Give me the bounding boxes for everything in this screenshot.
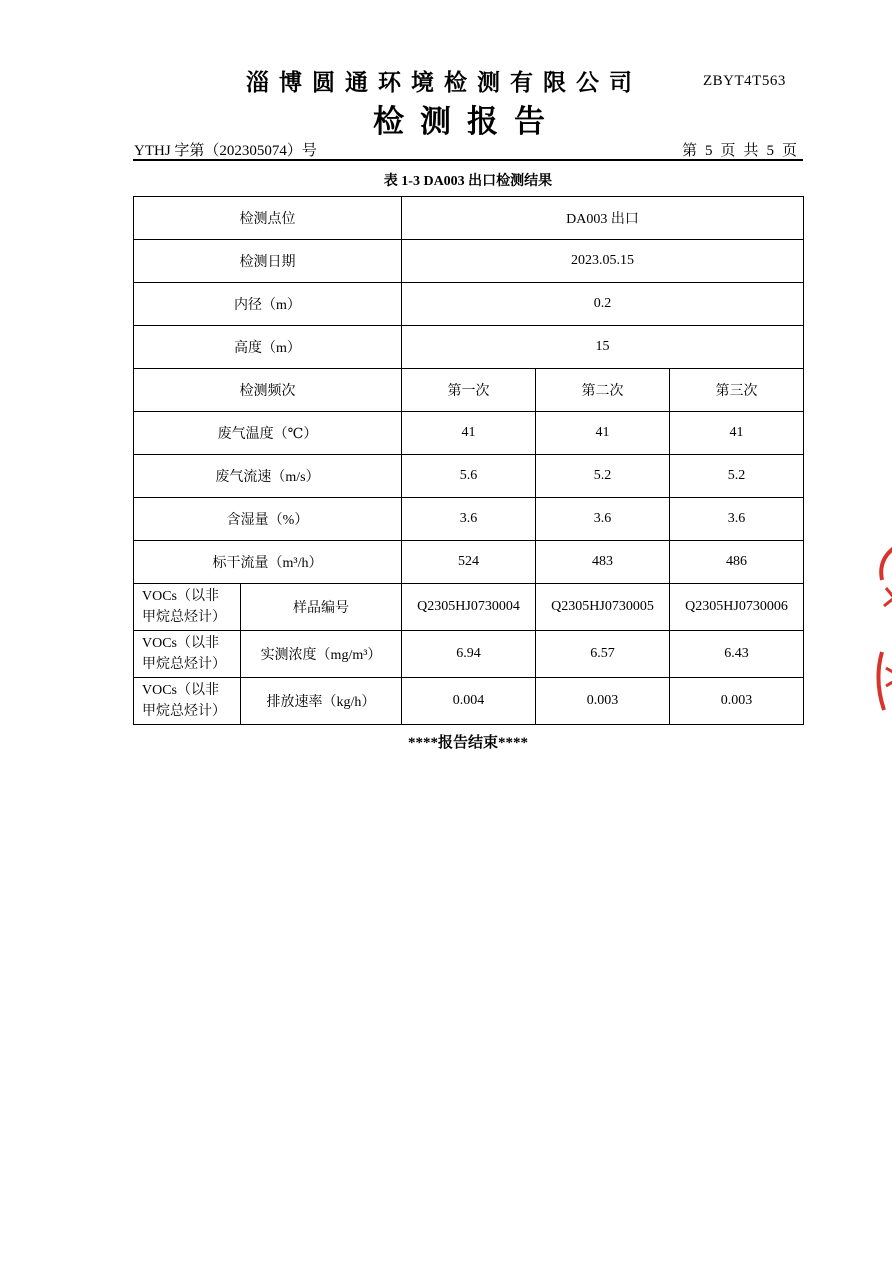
velocity-3: 5.2: [670, 455, 804, 498]
table-row: [134, 498, 804, 541]
page-info-suffix: 页: [781, 143, 797, 159]
frequency-1: 第一次: [402, 369, 536, 412]
table-row: [134, 369, 804, 412]
page-info-current: 5: [704, 143, 713, 159]
page-info-mid1: 页: [720, 143, 736, 159]
location-label: 检测点位: [134, 197, 402, 240]
temperature-label: 废气温度（℃）: [134, 412, 402, 455]
table-row: [134, 678, 804, 725]
concentration-3: 6.43: [670, 631, 804, 678]
voc-name-line2: 甲烷总烃计）: [142, 704, 226, 719]
seal-stamp-edge: [872, 540, 892, 720]
frequency-2: 第二次: [536, 369, 670, 412]
height-value: 15: [402, 326, 804, 369]
frequency-3: 第三次: [670, 369, 804, 412]
velocity-2: 5.2: [536, 455, 670, 498]
moisture-1: 3.6: [402, 498, 536, 541]
report-title: 检测报告: [373, 104, 561, 139]
page-info-total: 5: [766, 143, 774, 159]
emission-rate-3: 0.003: [670, 678, 804, 725]
voc-name-cell: [134, 631, 241, 678]
location-value: DA003 出口: [402, 197, 804, 240]
diameter-label: 内径（m）: [134, 283, 402, 326]
concentration-2: 6.57: [536, 631, 670, 678]
voc-name-line1: VOCs（以非: [142, 589, 220, 604]
table-caption: 表 1-3 DA003 出口检测结果: [383, 174, 553, 189]
date-value: 2023.05.15: [402, 240, 804, 283]
seal-arc-top: [881, 548, 892, 580]
temperature-2: 41: [536, 412, 670, 455]
document-code: ZBYT4T563: [703, 73, 786, 89]
table-row: [134, 412, 804, 455]
diameter-value: 0.2: [402, 283, 804, 326]
flow-2: 483: [536, 541, 670, 584]
voc-name-line2: 甲烷总烃计）: [142, 657, 226, 672]
moisture-3: 3.6: [670, 498, 804, 541]
concentration-label: 实测浓度（mg/m³）: [241, 631, 402, 678]
height-label: 高度（m）: [134, 326, 402, 369]
flow-3: 486: [670, 541, 804, 584]
emission-rate-2: 0.003: [536, 678, 670, 725]
report-end-marker: ****报告结束****: [407, 735, 528, 751]
moisture-label: 含湿量（%）: [134, 498, 402, 541]
table-row: [134, 541, 804, 584]
company-name: 淄博圆通环境检测有限公司: [246, 70, 642, 95]
table-row: [134, 455, 804, 498]
seal-arc-bottom: [878, 652, 884, 710]
sample-id-2: Q2305HJ0730005: [536, 584, 670, 631]
frequency-label: 检测频次: [134, 369, 402, 412]
voc-name-line1: VOCs（以非: [142, 683, 220, 698]
header-rule: [133, 159, 803, 161]
sample-id-3: Q2305HJ0730006: [670, 584, 804, 631]
page-info-mid2: 共: [743, 143, 759, 159]
emission-rate-label: 排放速率（kg/h）: [241, 678, 402, 725]
table-row: [134, 283, 804, 326]
result-table: [133, 196, 804, 725]
emission-rate-1: 0.004: [402, 678, 536, 725]
table-row: [134, 197, 804, 240]
voc-name-line2: 甲烷总烃计）: [142, 610, 226, 625]
voc-name-cell: [134, 584, 241, 631]
report-number: YTHJ 字第（202305074）号: [134, 143, 317, 159]
temperature-3: 41: [670, 412, 804, 455]
concentration-1: 6.94: [402, 631, 536, 678]
page-info-prefix: 第: [681, 143, 697, 159]
table-row: [134, 240, 804, 283]
moisture-2: 3.6: [536, 498, 670, 541]
flow-label: 标干流量（m³/h）: [134, 541, 402, 584]
velocity-1: 5.6: [402, 455, 536, 498]
table-row: [134, 584, 804, 631]
date-label: 检测日期: [134, 240, 402, 283]
temperature-1: 41: [402, 412, 536, 455]
sample-id-label: 样品编号: [241, 584, 402, 631]
voc-name-line1: VOCs（以非: [142, 636, 220, 651]
seal-mark: [884, 588, 892, 606]
sample-id-1: Q2305HJ0730004: [402, 584, 536, 631]
table-row: [134, 326, 804, 369]
seal-mark: [886, 668, 892, 686]
voc-name-cell: [134, 678, 241, 725]
page-info: [678, 139, 801, 160]
table-row: [134, 631, 804, 678]
flow-1: 524: [402, 541, 536, 584]
velocity-label: 废气流速（m/s）: [134, 455, 402, 498]
